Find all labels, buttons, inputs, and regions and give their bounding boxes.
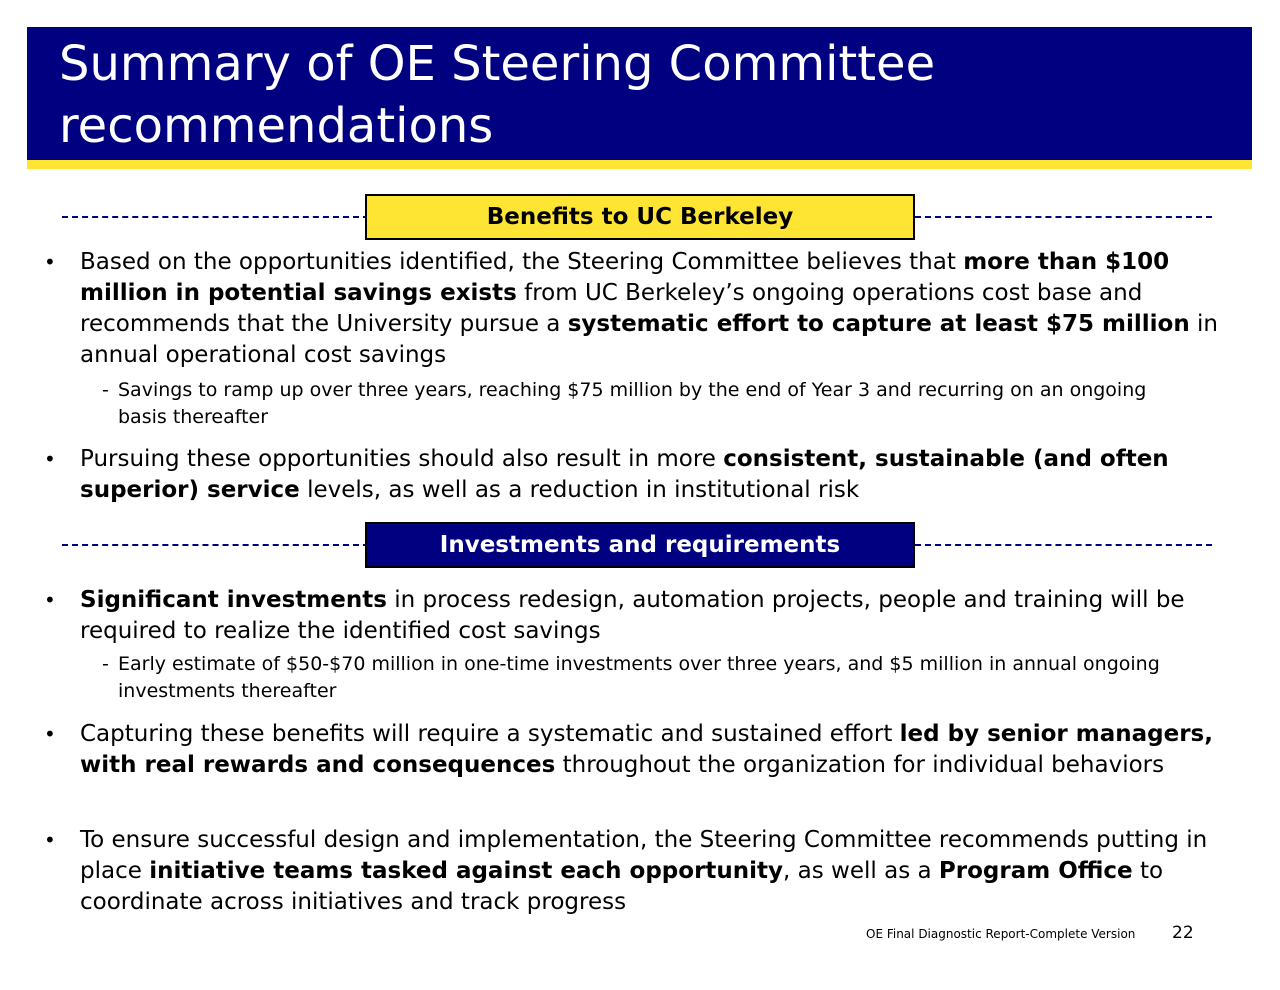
bullet-text: , as well as a xyxy=(783,858,939,884)
bullet-emphasis: systematic effort to capture at least $75 million xyxy=(567,311,1190,337)
sub-bullet-ramp xyxy=(102,377,1198,431)
bullet-marker: • xyxy=(44,828,56,852)
bullet-emphasis: initiative teams tasked against each opportunity xyxy=(149,858,784,884)
bullet-leadership xyxy=(44,719,1220,781)
footer-text: OE Final Diagnostic Report-Complete Version xyxy=(866,927,1136,941)
bullet-text: throughout the organization for individual behaviors xyxy=(555,752,1165,778)
sub-bullet-text: Early estimate of $50-$70 million in one-time investments over three years, and $5 million in annual ongoing investments thereafter xyxy=(118,653,1160,702)
section-header-benefits xyxy=(62,194,1212,240)
bullet-marker: • xyxy=(44,722,56,746)
bullet-text: in process redesign, automation projects, people and training will be required to realize the identified cost savings xyxy=(80,587,1185,644)
bullet-marker: • xyxy=(44,447,56,471)
bullet-text: in annual operational cost savings xyxy=(80,311,1218,368)
bullet-marker: • xyxy=(44,588,56,612)
bullet-text: to coordinate across initiatives and track progress xyxy=(80,858,1164,915)
bullet-savings xyxy=(44,247,1220,371)
bullet-text: from UC Berkeley’s ongoing operations cost base and recommends that the University pursue a xyxy=(80,280,1143,337)
bullet-text: Pursuing these opportunities should also result in more xyxy=(80,446,724,472)
section-header-investments xyxy=(62,522,1212,568)
sub-bullet-marker: - xyxy=(102,653,109,675)
section-label-benefits: Benefits to UC Berkeley xyxy=(365,194,915,240)
bullet-program-office xyxy=(44,825,1220,918)
bullet-text: Capturing these benefits will require a systematic and sustained effort xyxy=(80,721,900,747)
bullet-emphasis: Significant investments xyxy=(80,587,387,613)
bullet-investments xyxy=(44,585,1220,647)
page-number: 22 xyxy=(1172,923,1194,943)
bullet-marker: • xyxy=(44,250,56,274)
sub-bullet-marker: - xyxy=(102,379,109,401)
bullet-emphasis: led by senior managers, with real rewards and consequences xyxy=(80,721,1213,778)
bullet-emphasis: consistent, sustainable (and often superior) service xyxy=(80,446,1169,503)
bullet-emphasis: Program Office xyxy=(938,858,1133,884)
bullet-text: Based on the opportunities identified, the Steering Committee believes that xyxy=(80,249,964,275)
slide-title: Summary of OE Steering Committee recommendations xyxy=(59,36,936,154)
bullet-emphasis: more than $100 million in potential savings exists xyxy=(80,249,1170,306)
section-label-investments: Investments and requirements xyxy=(365,522,915,568)
bullet-service xyxy=(44,444,1220,506)
sub-bullet-estimate xyxy=(102,651,1198,705)
sub-bullet-text: Savings to ramp up over three years, reaching $75 million by the end of Year 3 and recurring on an ongoing basis thereafter xyxy=(118,379,1147,428)
bullet-text: To ensure successful design and implementation, the Steering Committee recommends putting in place xyxy=(80,827,1208,884)
title-bar xyxy=(27,27,1252,169)
bullet-text: levels, as well as a reduction in institutional risk xyxy=(299,477,860,503)
